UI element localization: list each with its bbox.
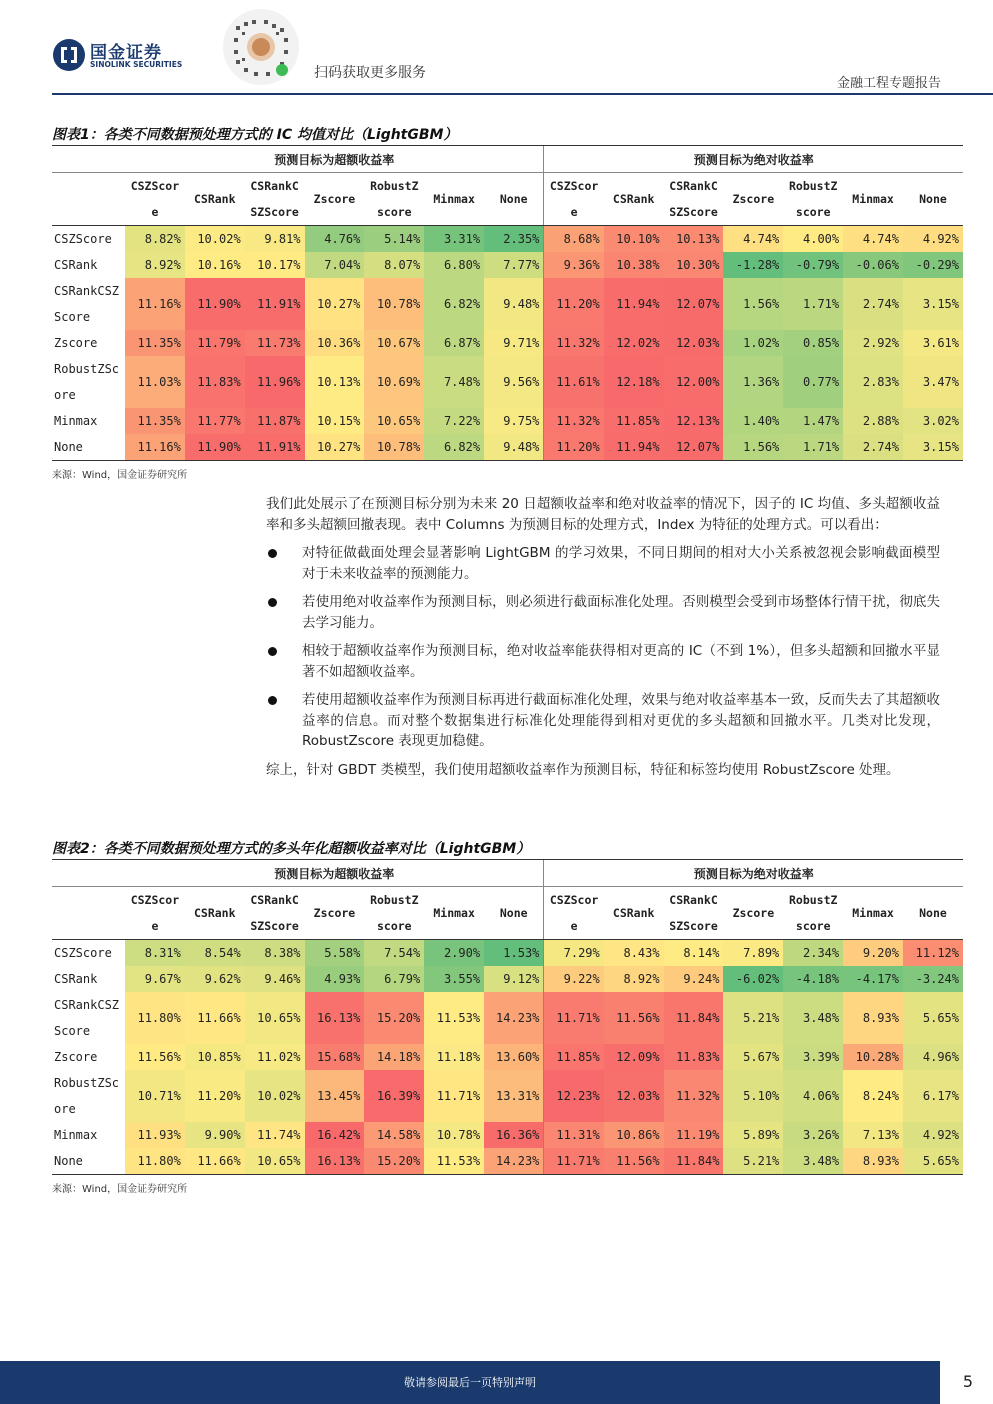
- value-cell: 9.67%: [125, 966, 185, 992]
- value-cell: 12.00%: [664, 356, 724, 408]
- value-cell: 5.21%: [723, 1148, 783, 1175]
- value-cell: 6.87%: [424, 330, 484, 356]
- value-cell: 5.58%: [305, 940, 365, 967]
- column-header: CSRank: [604, 887, 664, 940]
- bullet-dot-icon: [268, 598, 277, 607]
- column-header: RobustZscore: [783, 887, 843, 940]
- value-cell: 16.39%: [364, 1070, 424, 1122]
- row-label: RobustZScore: [54, 362, 120, 402]
- sinolink-logo-icon: [52, 38, 86, 72]
- row-label: CSRankCSZScore: [54, 998, 120, 1038]
- value-cell: 11.83%: [185, 356, 245, 408]
- value-cell: 9.81%: [245, 226, 305, 253]
- value-cell: 12.03%: [664, 330, 724, 356]
- report-type-label: 金融工程专题报告: [836, 76, 941, 91]
- value-cell: 13.60%: [484, 1044, 544, 1070]
- value-cell: 11.94%: [604, 434, 664, 461]
- value-cell: 3.02%: [903, 408, 963, 434]
- value-cell: 11.19%: [664, 1122, 724, 1148]
- value-cell: 10.85%: [185, 1044, 245, 1070]
- column-header: None: [903, 887, 963, 940]
- value-cell: 8.24%: [843, 1070, 903, 1122]
- value-cell: 4.96%: [903, 1044, 963, 1070]
- value-cell: 10.38%: [604, 252, 664, 278]
- row-label: CSZScore: [54, 946, 112, 960]
- column-header: Minmax: [843, 173, 903, 226]
- table-row: [52, 408, 963, 434]
- value-cell: 8.68%: [544, 226, 604, 253]
- value-cell: 10.78%: [364, 278, 424, 330]
- table-row: [52, 1122, 963, 1148]
- bullet-dot-icon: [268, 647, 277, 656]
- value-cell: 7.77%: [484, 252, 544, 278]
- value-cell: -0.29%: [903, 252, 963, 278]
- value-cell: 11.18%: [424, 1044, 484, 1070]
- corner-cell: [52, 860, 125, 887]
- value-cell: 9.71%: [484, 330, 544, 356]
- bullet-item: [266, 592, 940, 633]
- value-cell: 8.93%: [843, 1148, 903, 1175]
- value-cell: 10.65%: [245, 1148, 305, 1175]
- value-cell: 14.58%: [364, 1122, 424, 1148]
- value-cell: 1.47%: [783, 408, 843, 434]
- value-cell: 12.07%: [664, 434, 724, 461]
- table-row: [52, 330, 963, 356]
- value-cell: 12.18%: [604, 356, 664, 408]
- value-cell: 3.15%: [903, 434, 963, 461]
- value-cell: 4.00%: [783, 226, 843, 253]
- value-cell: 10.86%: [604, 1122, 664, 1148]
- value-cell: 3.48%: [783, 1148, 843, 1175]
- value-cell: 5.67%: [723, 1044, 783, 1070]
- column-header: None: [484, 173, 544, 226]
- footer-disclaimer: 敬请参阅最后一页特别声明: [404, 1376, 536, 1389]
- row-label: Minmax: [54, 1128, 98, 1142]
- value-cell: 1.40%: [723, 408, 783, 434]
- value-cell: 10.27%: [305, 278, 365, 330]
- column-header: CSRank: [185, 173, 245, 226]
- value-cell: 11.35%: [125, 408, 185, 434]
- value-cell: 2.92%: [843, 330, 903, 356]
- value-cell: 2.74%: [843, 434, 903, 461]
- row-label: Zscore: [54, 336, 98, 350]
- value-cell: 10.65%: [364, 408, 424, 434]
- figure2-source: 来源：Wind，国金证券研究所: [52, 1184, 188, 1195]
- value-cell: 14.23%: [484, 992, 544, 1044]
- value-cell: 11.91%: [245, 434, 305, 461]
- column-header: Minmax: [424, 173, 484, 226]
- value-cell: 11.12%: [903, 940, 963, 967]
- value-cell: 10.78%: [424, 1122, 484, 1148]
- value-cell: 7.29%: [544, 940, 604, 967]
- table-row: [52, 252, 963, 278]
- logo-english-name: SINOLINK SECURITIES: [90, 60, 183, 69]
- value-cell: -0.79%: [783, 252, 843, 278]
- column-header: Minmax: [843, 887, 903, 940]
- value-cell: 11.35%: [125, 330, 185, 356]
- value-cell: 3.26%: [783, 1122, 843, 1148]
- value-cell: 1.02%: [723, 330, 783, 356]
- value-cell: 3.15%: [903, 278, 963, 330]
- header-divider: [52, 93, 993, 95]
- figure2-table: [52, 860, 963, 1175]
- value-cell: 3.47%: [903, 356, 963, 408]
- value-cell: 11.90%: [185, 278, 245, 330]
- value-cell: 5.10%: [723, 1070, 783, 1122]
- value-cell: 11.32%: [544, 408, 604, 434]
- value-cell: 1.56%: [723, 278, 783, 330]
- row-label: None: [52, 1148, 125, 1175]
- value-cell: 11.02%: [245, 1044, 305, 1070]
- scan-prompt-text: 扫码获取更多服务: [314, 65, 426, 81]
- column-header: Zscore: [723, 173, 783, 226]
- table-row: [52, 226, 963, 253]
- row-label: CSRankCSZScore: [54, 284, 120, 324]
- value-cell: 11.32%: [544, 330, 604, 356]
- column-header: Minmax: [424, 887, 484, 940]
- row-label: Minmax: [54, 414, 98, 428]
- table-row: [52, 1070, 963, 1122]
- value-cell: 8.14%: [664, 940, 724, 967]
- value-cell: 11.83%: [664, 1044, 724, 1070]
- value-cell: 2.35%: [484, 226, 544, 253]
- value-cell: 11.93%: [125, 1122, 185, 1148]
- value-cell: 12.07%: [664, 278, 724, 330]
- column-header: CSRankCSZScore: [245, 887, 305, 940]
- row-label: None: [52, 434, 125, 461]
- value-cell: 11.87%: [245, 408, 305, 434]
- value-cell: 9.48%: [484, 278, 544, 330]
- value-cell: 9.75%: [484, 408, 544, 434]
- value-cell: 3.55%: [424, 966, 484, 992]
- value-cell: 10.78%: [364, 434, 424, 461]
- column-header: CSRank: [604, 173, 664, 226]
- value-cell: 3.31%: [424, 226, 484, 253]
- column-header: RobustZscore: [783, 173, 843, 226]
- value-cell: 4.93%: [305, 966, 365, 992]
- logo-chinese-name: 国金证券: [90, 43, 162, 63]
- figure1-source: 来源：Wind，国金证券研究所: [52, 470, 188, 481]
- value-cell: 7.89%: [723, 940, 783, 967]
- value-cell: 5.89%: [723, 1122, 783, 1148]
- value-cell: 1.71%: [783, 434, 843, 461]
- row-label: Zscore: [54, 1050, 98, 1064]
- value-cell: 11.66%: [185, 992, 245, 1044]
- intro-paragraph: 我们此处展示了在预测目标分别为未来 20 日超额收益率和绝对收益率的情况下，因子的 IC 均值、多头超额收益率和多头超额回撤表现。表中 Columns 为预测目标的处理方式，Index 为特征的处理方式。可以看出：: [266, 496, 940, 533]
- value-cell: 1.71%: [783, 278, 843, 330]
- value-cell: -4.17%: [843, 966, 903, 992]
- bullet-item: [266, 641, 940, 682]
- value-cell: 11.91%: [245, 278, 305, 330]
- value-cell: 10.02%: [185, 226, 245, 253]
- value-cell: -6.02%: [723, 966, 783, 992]
- column-header: CSZScore: [125, 887, 185, 940]
- value-cell: 11.80%: [125, 1148, 185, 1175]
- value-cell: 14.18%: [364, 1044, 424, 1070]
- value-cell: 12.13%: [664, 408, 724, 434]
- value-cell: 10.17%: [245, 252, 305, 278]
- value-cell: 11.61%: [544, 356, 604, 408]
- value-cell: 5.14%: [364, 226, 424, 253]
- group-header-excess: 预测目标为超额收益率: [125, 146, 544, 173]
- value-cell: 7.13%: [843, 1122, 903, 1148]
- value-cell: 16.42%: [305, 1122, 365, 1148]
- column-header: CSZScore: [544, 173, 604, 226]
- value-cell: 11.20%: [185, 1070, 245, 1122]
- value-cell: -0.06%: [843, 252, 903, 278]
- value-cell: 7.04%: [305, 252, 365, 278]
- figure1-table: [52, 146, 963, 461]
- bullet-text: 相较于超额收益率作为预测目标，绝对收益率能获得相对更高的 IC（不到 1%），但多头超额和回撤水平显著不如超额收益率。: [302, 643, 940, 680]
- value-cell: 4.92%: [903, 1122, 963, 1148]
- value-cell: 4.92%: [903, 226, 963, 253]
- value-cell: 5.65%: [903, 1148, 963, 1175]
- value-cell: 10.02%: [245, 1070, 305, 1122]
- group-header-absolute: 预测目标为绝对收益率: [544, 860, 963, 887]
- value-cell: 11.90%: [185, 434, 245, 461]
- value-cell: 15.20%: [364, 992, 424, 1044]
- value-cell: 0.77%: [783, 356, 843, 408]
- value-cell: 8.54%: [185, 940, 245, 967]
- value-cell: 11.94%: [604, 278, 664, 330]
- table-row: [52, 278, 963, 330]
- value-cell: 11.74%: [245, 1122, 305, 1148]
- analysis-text: [266, 494, 940, 780]
- value-cell: 10.27%: [305, 434, 365, 461]
- value-cell: 9.62%: [185, 966, 245, 992]
- table-row: [52, 1148, 963, 1175]
- company-logo: [52, 36, 192, 76]
- bullet-dot-icon: [268, 696, 277, 705]
- table-row: [52, 992, 963, 1044]
- column-header: CSRankCSZScore: [664, 173, 724, 226]
- column-header: Zscore: [305, 887, 365, 940]
- value-cell: 13.31%: [484, 1070, 544, 1122]
- value-cell: 11.16%: [125, 278, 185, 330]
- value-cell: 10.15%: [305, 408, 365, 434]
- value-cell: 15.68%: [305, 1044, 365, 1070]
- value-cell: 11.77%: [185, 408, 245, 434]
- value-cell: 7.48%: [424, 356, 484, 408]
- value-cell: 6.17%: [903, 1070, 963, 1122]
- value-cell: 11.32%: [664, 1070, 724, 1122]
- index-header-cell: [52, 173, 125, 226]
- bullet-item: [266, 690, 940, 752]
- corner-cell: [52, 146, 125, 173]
- value-cell: 6.82%: [424, 434, 484, 461]
- value-cell: 8.31%: [125, 940, 185, 967]
- value-cell: 11.20%: [544, 278, 604, 330]
- row-label: CSZScore: [54, 232, 112, 246]
- column-header: CSRankCSZScore: [664, 887, 724, 940]
- value-cell: 11.16%: [125, 434, 185, 461]
- value-cell: 9.56%: [484, 356, 544, 408]
- value-cell: 9.12%: [484, 966, 544, 992]
- index-header-cell: [52, 887, 125, 940]
- value-cell: 10.65%: [245, 992, 305, 1044]
- table-row: [52, 940, 963, 967]
- value-cell: 0.85%: [783, 330, 843, 356]
- value-cell: 9.24%: [664, 966, 724, 992]
- value-cell: 11.84%: [664, 992, 724, 1044]
- value-cell: 11.96%: [245, 356, 305, 408]
- row-label: CSRank: [54, 258, 98, 272]
- value-cell: 10.13%: [305, 356, 365, 408]
- column-header: RobustZscore: [364, 887, 424, 940]
- value-cell: 11.71%: [424, 1070, 484, 1122]
- column-header: Zscore: [305, 173, 365, 226]
- value-cell: 8.38%: [245, 940, 305, 967]
- value-cell: -1.28%: [723, 252, 783, 278]
- value-cell: 8.07%: [364, 252, 424, 278]
- figure2-title: 图表2：各类不同数据预处理方式的多头年化超额收益率对比（LightGBM）: [52, 841, 531, 857]
- value-cell: 11.53%: [424, 992, 484, 1044]
- value-cell: 3.39%: [783, 1044, 843, 1070]
- value-cell: 11.84%: [664, 1148, 724, 1175]
- value-cell: 10.28%: [843, 1044, 903, 1070]
- value-cell: 11.73%: [245, 330, 305, 356]
- column-header: Zscore: [723, 887, 783, 940]
- value-cell: 6.79%: [364, 966, 424, 992]
- qr-code-icon[interactable]: [222, 8, 300, 86]
- value-cell: 10.30%: [664, 252, 724, 278]
- value-cell: 8.92%: [604, 966, 664, 992]
- value-cell: 7.22%: [424, 408, 484, 434]
- table-row: [52, 434, 963, 461]
- value-cell: 11.31%: [544, 1122, 604, 1148]
- bullet-dot-icon: [268, 549, 277, 558]
- value-cell: 15.20%: [364, 1148, 424, 1175]
- figure1-title: 图表1：各类不同数据预处理方式的 IC 均值对比（LightGBM）: [52, 127, 458, 143]
- value-cell: 11.66%: [185, 1148, 245, 1175]
- value-cell: 12.02%: [604, 330, 664, 356]
- value-cell: 11.56%: [604, 992, 664, 1044]
- row-label: CSRank: [54, 972, 98, 986]
- value-cell: 11.71%: [544, 992, 604, 1044]
- value-cell: -3.24%: [903, 966, 963, 992]
- value-cell: 16.13%: [305, 992, 365, 1044]
- value-cell: 3.48%: [783, 992, 843, 1044]
- value-cell: 2.34%: [783, 940, 843, 967]
- value-cell: 11.03%: [125, 356, 185, 408]
- value-cell: 10.69%: [364, 356, 424, 408]
- value-cell: 9.46%: [245, 966, 305, 992]
- bullet-item: [266, 543, 940, 584]
- column-header: CSZScore: [544, 887, 604, 940]
- page-header: [0, 0, 993, 95]
- column-header: RobustZscore: [364, 173, 424, 226]
- value-cell: 11.79%: [185, 330, 245, 356]
- value-cell: 2.88%: [843, 408, 903, 434]
- value-cell: 11.80%: [125, 992, 185, 1044]
- value-cell: 13.45%: [305, 1070, 365, 1122]
- value-cell: 10.16%: [185, 252, 245, 278]
- column-header: CSRankCSZScore: [245, 173, 305, 226]
- value-cell: 7.54%: [364, 940, 424, 967]
- value-cell: 4.74%: [843, 226, 903, 253]
- value-cell: 11.85%: [604, 408, 664, 434]
- bullet-text: 若使用绝对收益率作为预测目标，则必须进行截面标准化处理。否则模型会受到市场整体行情干扰，彻底失去学习能力。: [302, 594, 940, 631]
- value-cell: 9.36%: [544, 252, 604, 278]
- value-cell: 1.36%: [723, 356, 783, 408]
- value-cell: -4.18%: [783, 966, 843, 992]
- value-cell: 8.82%: [125, 226, 185, 253]
- page-number: 5: [962, 1372, 974, 1391]
- value-cell: 11.56%: [604, 1148, 664, 1175]
- value-cell: 9.22%: [544, 966, 604, 992]
- value-cell: 12.09%: [604, 1044, 664, 1070]
- value-cell: 11.71%: [544, 1148, 604, 1175]
- value-cell: 11.53%: [424, 1148, 484, 1175]
- value-cell: 11.56%: [125, 1044, 185, 1070]
- value-cell: 9.20%: [843, 940, 903, 967]
- value-cell: 10.67%: [364, 330, 424, 356]
- group-header-absolute: 预测目标为绝对收益率: [544, 146, 963, 173]
- group-header-excess: 预测目标为超额收益率: [125, 860, 544, 887]
- value-cell: 16.13%: [305, 1148, 365, 1175]
- column-header: CSZScore: [125, 173, 185, 226]
- value-cell: 2.83%: [843, 356, 903, 408]
- table-row: [52, 966, 963, 992]
- value-cell: 16.36%: [484, 1122, 544, 1148]
- value-cell: 8.43%: [604, 940, 664, 967]
- value-cell: 10.36%: [305, 330, 365, 356]
- value-cell: 4.06%: [783, 1070, 843, 1122]
- row-label: RobustZScore: [54, 1076, 120, 1116]
- bullet-text: 若使用超额收益率作为预测目标再进行截面标准化处理，效果与绝对收益率基本一致，反而失去了其超额收益率的信息。而对整个数据集进行标准化处理能得到相对更优的多头超额和回撤水平。几类对比发现，RobustZscore 表现更加稳健。: [302, 692, 940, 749]
- bullet-text: 对特征做截面处理会显著影响 LightGBM 的学习效果，不同日期间的相对大小关系被忽视会影响截面模型对于未来收益率的预测能力。: [302, 545, 940, 582]
- value-cell: 5.65%: [903, 992, 963, 1044]
- value-cell: 14.23%: [484, 1148, 544, 1175]
- value-cell: 1.53%: [484, 940, 544, 967]
- value-cell: 9.48%: [484, 434, 544, 461]
- value-cell: 2.74%: [843, 278, 903, 330]
- value-cell: 9.90%: [185, 1122, 245, 1148]
- value-cell: 10.10%: [604, 226, 664, 253]
- value-cell: 10.13%: [664, 226, 724, 253]
- value-cell: 4.74%: [723, 226, 783, 253]
- value-cell: 3.61%: [903, 330, 963, 356]
- column-header: None: [903, 173, 963, 226]
- value-cell: 8.92%: [125, 252, 185, 278]
- value-cell: 2.90%: [424, 940, 484, 967]
- column-header: CSRank: [185, 887, 245, 940]
- value-cell: 12.03%: [604, 1070, 664, 1122]
- value-cell: 6.80%: [424, 252, 484, 278]
- table-row: [52, 356, 963, 408]
- conclusion-paragraph: 综上，针对 GBDT 类模型，我们使用超额收益率作为预测目标，特征和标签均使用 RobustZscore 处理。: [266, 761, 900, 778]
- value-cell: 1.56%: [723, 434, 783, 461]
- value-cell: 12.23%: [544, 1070, 604, 1122]
- value-cell: 10.71%: [125, 1070, 185, 1122]
- value-cell: 4.76%: [305, 226, 365, 253]
- value-cell: 11.85%: [544, 1044, 604, 1070]
- value-cell: 5.21%: [723, 992, 783, 1044]
- value-cell: 6.82%: [424, 278, 484, 330]
- column-header: None: [484, 887, 544, 940]
- table-row: [52, 1044, 963, 1070]
- value-cell: 11.20%: [544, 434, 604, 461]
- value-cell: 8.93%: [843, 992, 903, 1044]
